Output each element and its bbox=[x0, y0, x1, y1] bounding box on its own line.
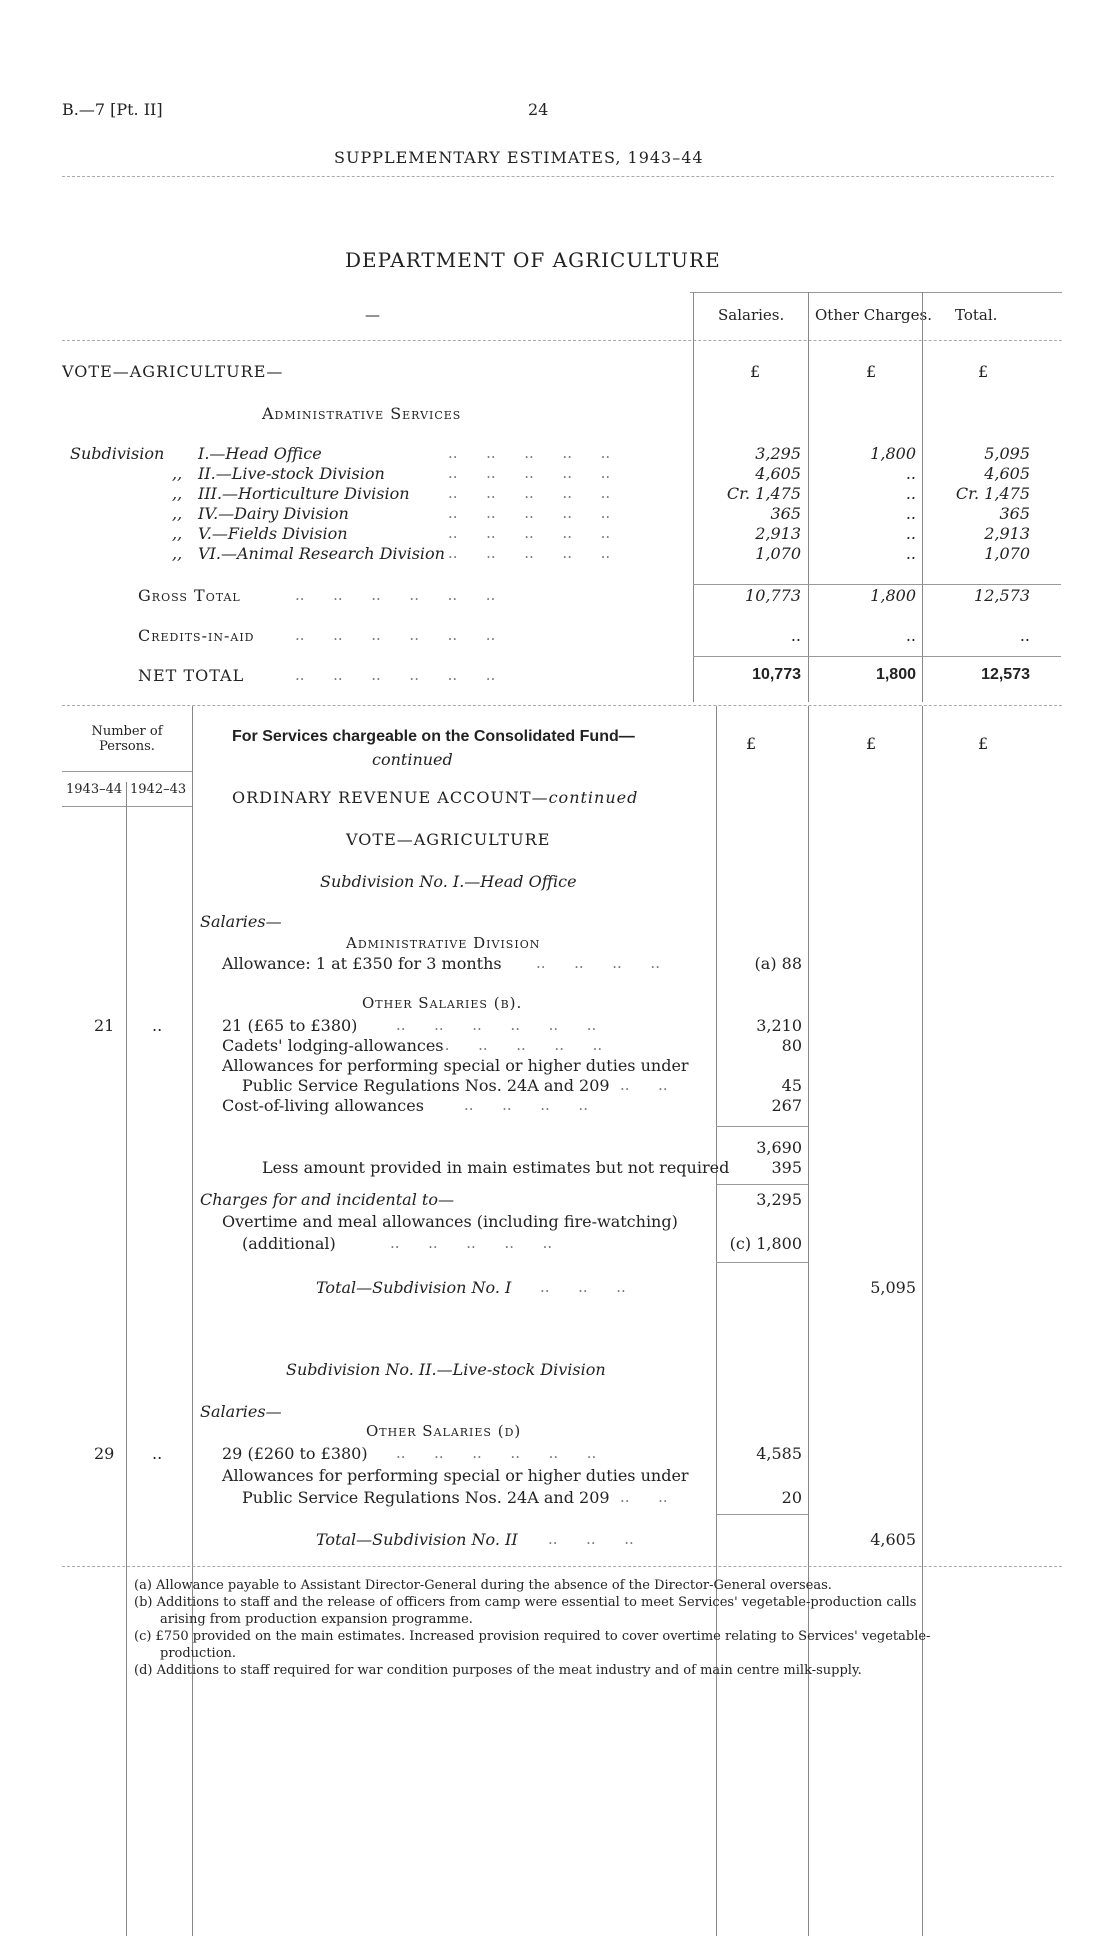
subdivision-1-title: Subdivision No. I.—Head Office bbox=[320, 872, 577, 891]
header-rule bbox=[62, 176, 1054, 177]
summary-row-salaries: 1,070 bbox=[755, 544, 801, 563]
summary-row-salaries: 365 bbox=[770, 504, 801, 523]
line-21-dots: .. .. .. .. .. .. bbox=[396, 1016, 597, 1034]
value-allowances-2: 20 bbox=[781, 1488, 802, 1507]
special-duties-line-2: Public Service Regulations Nos. 24A and 209 bbox=[242, 1076, 610, 1095]
page-number: 24 bbox=[528, 100, 549, 119]
credits-dots: .. .. .. .. .. .. bbox=[295, 626, 496, 644]
summary-row-dots: .. .. .. .. .. bbox=[448, 544, 611, 562]
summary-row-other: .. bbox=[905, 544, 916, 563]
persons-29: 29 bbox=[94, 1444, 115, 1463]
summary-row-total: 5,095 bbox=[984, 444, 1030, 463]
total-subdivision-1-label: Total—Subdivision No. I bbox=[316, 1278, 512, 1297]
allowances-2-rule bbox=[716, 1514, 808, 1515]
footnote-b: (b) Additions to staff and the release of officers from camp were essential to meet Services' vegetable-production calls bbox=[134, 1595, 917, 1610]
summary-row-total: Cr. 1,475 bbox=[955, 484, 1030, 503]
footnote-rule bbox=[62, 1566, 1062, 1567]
persons-29-prev: .. bbox=[152, 1444, 163, 1463]
detail-pound-1: £ bbox=[746, 734, 757, 753]
account-heading-text: ORDINARY REVENUE ACCOUNT— bbox=[232, 788, 549, 807]
total-subdivision-1-value: 5,095 bbox=[870, 1278, 916, 1297]
col-total-header: Total. bbox=[955, 306, 998, 324]
subtotal-value: 3,690 bbox=[756, 1138, 802, 1157]
summary-row-name: V.—Fields Division bbox=[198, 524, 348, 543]
summary-row-label: ,, bbox=[172, 544, 183, 563]
page-title: SUPPLEMENTARY ESTIMATES, 1943–44 bbox=[334, 148, 704, 167]
gross-salaries: 10,773 bbox=[745, 586, 801, 605]
credits-other: .. bbox=[905, 626, 916, 645]
overtime-value: (c) 1,800 bbox=[729, 1234, 802, 1253]
footnote-a: (a) Allowance payable to Assistant Director-General during the absence of the Director-General overseas. bbox=[134, 1578, 832, 1593]
summary-row-dots: .. .. .. .. .. bbox=[448, 504, 611, 522]
value-special: 45 bbox=[781, 1076, 802, 1095]
value-col: 267 bbox=[771, 1096, 802, 1115]
summary-row-label: Subdivision bbox=[70, 444, 165, 463]
summary-row-other: .. bbox=[905, 524, 916, 543]
summary-row-other: .. bbox=[905, 504, 916, 523]
total2-dots: .. .. .. bbox=[548, 1530, 634, 1548]
summary-row-dots: .. .. .. .. .. bbox=[448, 524, 611, 542]
charges-value: 3,295 bbox=[756, 1190, 802, 1209]
persons-header: Number of Persons. bbox=[91, 724, 163, 754]
value-21: 3,210 bbox=[756, 1016, 802, 1035]
col-other-charges-header: Other Charges. bbox=[815, 306, 932, 324]
net-dots: .. .. .. .. .. .. bbox=[295, 666, 496, 684]
footnote-c-cont: production. bbox=[160, 1646, 237, 1661]
col-label-dash: — bbox=[365, 306, 380, 324]
summary-row-name: III.—Horticulture Division bbox=[198, 484, 410, 503]
less-rule bbox=[716, 1184, 808, 1185]
allowance-value: (a) 88 bbox=[754, 954, 802, 973]
footnote-c: (c) £750 provided on the main estimates. Increased provision required to cover overtime relating to Services' vegetable- bbox=[134, 1629, 931, 1644]
summary-row-salaries: 2,913 bbox=[755, 524, 801, 543]
net-total-label: NET TOTAL bbox=[138, 666, 245, 685]
detail-pound-2: £ bbox=[866, 734, 877, 753]
allowance-line: Allowance: 1 at £350 for 3 months bbox=[222, 954, 502, 973]
year-previous: 1942–43 bbox=[130, 782, 187, 797]
summary-row-dots: .. .. .. .. .. bbox=[448, 444, 611, 462]
total1-dots: .. .. .. bbox=[540, 1278, 626, 1296]
detail-col-divider-2 bbox=[808, 706, 809, 1936]
less-value: 395 bbox=[771, 1158, 802, 1177]
allowance-dots: .. .. .. .. bbox=[536, 954, 660, 972]
report-reference: B.—7 [Pt. II] bbox=[62, 100, 163, 119]
summary-row-label: ,, bbox=[172, 524, 183, 543]
credits-total: .. bbox=[1019, 626, 1030, 645]
total-subdivision-2-value: 4,605 bbox=[870, 1530, 916, 1549]
charges-label: Charges for and incidental to— bbox=[200, 1190, 454, 1209]
detail-col-divider-1 bbox=[716, 706, 717, 1936]
less-line: Less amount provided in main estimates but not required bbox=[262, 1158, 730, 1177]
detail-left-divider bbox=[192, 706, 193, 1936]
salaries-label-1: Salaries— bbox=[200, 912, 282, 931]
persons-col-divider bbox=[126, 782, 127, 1936]
detail-vote-heading: VOTE—AGRICULTURE bbox=[346, 830, 551, 849]
special-dots: .. .. bbox=[620, 1076, 668, 1094]
special-duties-line-1: Allowances for performing special or higher duties under bbox=[222, 1056, 689, 1075]
pound-other: £ bbox=[866, 362, 877, 381]
gross-other: 1,800 bbox=[870, 586, 916, 605]
summary-bottom-rule bbox=[62, 705, 1062, 706]
summary-top-rule bbox=[690, 292, 1062, 293]
subdivision-2-title: Subdivision No. II.—Live-stock Division bbox=[286, 1360, 606, 1379]
overtime-rule bbox=[716, 1262, 808, 1263]
summary-row-other: .. bbox=[905, 484, 916, 503]
overtime-line-1: Overtime and meal allowances (including fire-watching) bbox=[222, 1212, 678, 1231]
summary-row-dots: .. .. .. .. .. bbox=[448, 484, 611, 502]
overtime-dots: .. .. .. .. .. bbox=[390, 1234, 553, 1252]
line-29: 29 (£260 to £380) bbox=[222, 1444, 368, 1463]
account-heading bbox=[232, 788, 638, 807]
credits-salaries: .. bbox=[790, 626, 801, 645]
summary-row-total: 1,070 bbox=[984, 544, 1030, 563]
value-29: 4,585 bbox=[756, 1444, 802, 1463]
col-dots: .. .. .. .. bbox=[464, 1096, 588, 1114]
col-salaries-header: Salaries. bbox=[718, 306, 785, 324]
total-subdivision-2-label: Total—Subdivision No. II bbox=[316, 1530, 518, 1549]
persons-21: 21 bbox=[94, 1016, 115, 1035]
summary-row-salaries: 4,605 bbox=[755, 464, 801, 483]
net-total: 12,573 bbox=[981, 666, 1030, 683]
summary-row-name: IV.—Dairy Division bbox=[198, 504, 349, 523]
consolidated-fund-continued: continued bbox=[372, 750, 453, 769]
persons-21-prev: .. bbox=[152, 1016, 163, 1035]
other-salaries-b-heading: Other Salaries (b). bbox=[362, 994, 523, 1012]
header-bottom-rule bbox=[62, 340, 1062, 341]
detail-col-divider-3 bbox=[922, 706, 923, 1936]
net-other: 1,800 bbox=[875, 666, 916, 683]
department-title: DEPARTMENT OF AGRICULTURE bbox=[345, 248, 721, 272]
summary-row-label: ,, bbox=[172, 504, 183, 523]
gross-rule bbox=[693, 584, 1061, 585]
value-cadets: 80 bbox=[781, 1036, 802, 1055]
footnote-b-cont: arising from production expansion programme. bbox=[160, 1612, 473, 1627]
gross-dots: .. .. .. .. .. .. bbox=[295, 586, 496, 604]
summary-row-dots: .. .. .. .. .. bbox=[448, 464, 611, 482]
account-heading-continued: continued bbox=[548, 788, 639, 807]
salaries-label-2: Salaries— bbox=[200, 1402, 282, 1421]
summary-row-name: I.—Head Office bbox=[198, 444, 322, 463]
section-heading: Administrative Services bbox=[262, 404, 462, 423]
summary-row-salaries: Cr. 1,475 bbox=[726, 484, 801, 503]
pound-salaries: £ bbox=[750, 362, 761, 381]
cadets-line: Cadets' lodging-allowances bbox=[222, 1036, 444, 1055]
subtotal-rule bbox=[716, 1126, 808, 1127]
summary-row-total: 365 bbox=[999, 504, 1030, 523]
net-salaries: 10,773 bbox=[752, 666, 801, 683]
allowances-2-line-1: Allowances for performing special or higher duties under bbox=[222, 1466, 689, 1485]
years-rule bbox=[62, 806, 192, 807]
allowances-2-dots: .. .. bbox=[620, 1488, 668, 1506]
year-current: 1943–44 bbox=[66, 782, 123, 797]
pound-total: £ bbox=[978, 362, 989, 381]
overtime-line-2: (additional) bbox=[242, 1234, 336, 1253]
admin-division-heading: Administrative Division bbox=[346, 934, 541, 952]
allowances-2-line-2: Public Service Regulations Nos. 24A and 209 bbox=[242, 1488, 610, 1507]
summary-row-total: 2,913 bbox=[984, 524, 1030, 543]
other-salaries-d-heading: Other Salaries (d) bbox=[366, 1422, 522, 1440]
summary-row-other: .. bbox=[905, 464, 916, 483]
line-29-dots: .. .. .. .. .. .. bbox=[396, 1444, 597, 1462]
consolidated-fund-heading: For Services chargeable on the Consolidated Fund— bbox=[232, 728, 635, 745]
cost-of-living-line: Cost-of-living allowances bbox=[222, 1096, 424, 1115]
summary-row-total: 4,605 bbox=[984, 464, 1030, 483]
cadets-dots: .. .. .. .. .. bbox=[440, 1036, 603, 1054]
summary-row-salaries: 3,295 bbox=[755, 444, 801, 463]
summary-row-label: ,, bbox=[172, 464, 183, 483]
summary-row-name: II.—Live-stock Division bbox=[198, 464, 385, 483]
credits-label: Credits-in-aid bbox=[138, 626, 255, 645]
persons-header-rule bbox=[62, 771, 192, 772]
summary-row-name: VI.—Animal Research Division bbox=[198, 544, 445, 563]
summary-row-other: 1,800 bbox=[870, 444, 916, 463]
detail-pound-3: £ bbox=[978, 734, 989, 753]
vote-heading: VOTE—AGRICULTURE— bbox=[62, 362, 284, 381]
summary-row-label: ,, bbox=[172, 484, 183, 503]
gross-total: 12,573 bbox=[974, 586, 1030, 605]
footnote-d: (d) Additions to staff required for war condition purposes of the meat industry and of main centre milk-supply. bbox=[134, 1663, 862, 1678]
gross-total-label: Gross Total bbox=[138, 586, 241, 605]
net-rule bbox=[693, 656, 1061, 657]
line-21: 21 (£65 to £380) bbox=[222, 1016, 358, 1035]
